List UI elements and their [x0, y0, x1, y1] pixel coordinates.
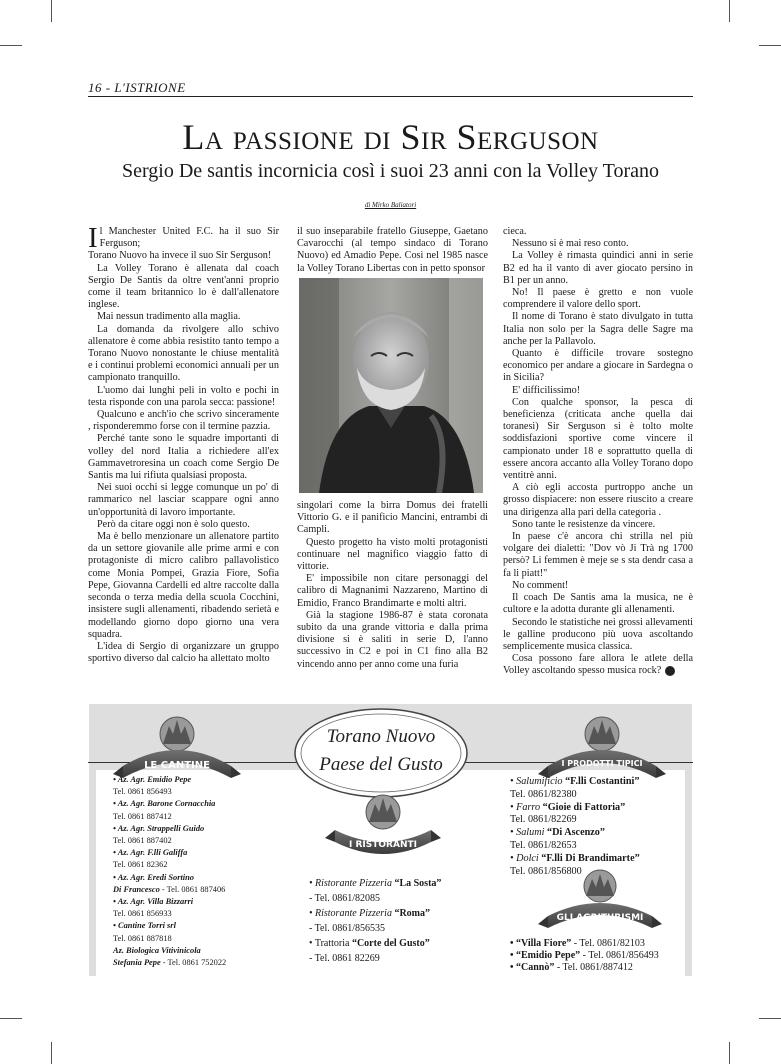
paragraph: E' difficilissimo!: [512, 384, 581, 396]
page-header: [88, 80, 693, 97]
portrait-photo: [299, 278, 483, 493]
list-item: Tel. 0861/856800: [510, 865, 582, 877]
list-item: Tel. 0861 856493: [113, 787, 172, 797]
paragraph: Mai nessun tradimento alla maglia.: [97, 311, 241, 323]
column-3: [503, 226, 693, 678]
paragraph: In paese c'è ancora chi strilla nel più volgare dei dialetti: "Dov vò Ji Trà ng 1700 persò? Li femmen è meje se s sta dendr casa a fa li piatt!": [503, 531, 693, 579]
column-2-top: [297, 226, 488, 275]
paragraph: Qualcuno e anch'io che scrivo sinceramente , risponderemmo forse con il termine pazzia.: [88, 409, 279, 433]
agriturismi-ribbon-label: GLI AGRITURISMI: [556, 913, 644, 923]
prodotti-ribbon-label: I PRODOTTI TIPICI: [561, 759, 643, 768]
ristoranti-list: [309, 876, 441, 966]
prodotti-list: [510, 776, 640, 878]
agriturismi-emblem: [538, 870, 662, 928]
list-item: • Salumificio “F.lli Costantini”: [510, 776, 640, 787]
list-item: • Az. Agr. Strappelli Guido: [113, 823, 205, 833]
list-item: - Tel. 0861/82085: [309, 893, 381, 904]
list-item: Tel. 0861 887412: [113, 811, 172, 821]
cantine-ribbon-label: LE CANTINE: [144, 760, 210, 771]
list-item: - Tel. 0861/856535: [309, 923, 386, 934]
list-item: • Az. Agr. F.lli Galiffa: [113, 848, 188, 858]
list-item: • “Cannò” - Tel. 0861/887412: [510, 962, 633, 973]
paragraph: singolari come la birra Domus dei fratelli Vittorio G. e il panificio Mancini, entrambi di Campli.: [297, 500, 488, 536]
paragraph: L'idea di Sergio di organizzare un gruppo sportivo diverso dal calcio ha allettato molto: [88, 640, 279, 665]
crop-mark: [51, 0, 52, 22]
list-item: Tel. 0861/82380: [510, 788, 577, 800]
paragraph: Questo progetto ha visto molti protagonisti continuare nel magnifico viaggio fatto di vittorie.: [297, 536, 488, 573]
list-item: • Az. Agr. Eredi Sortino: [113, 872, 194, 882]
ristoranti-emblem: [325, 795, 441, 854]
list-item: • Cantine Torri srl: [113, 921, 176, 931]
headline-oval: [295, 709, 467, 797]
list-item: Stefania Pepe - Tel. 0861 752022: [113, 958, 227, 968]
paragraph: Ma è bello menzionare un allenatore partito da un settore giovanile alle prime armi e con protagoniste di micro calibro pallavolistico come Monia Pompei, Grazia Fiore, Sofia Pepe, Giovanna Cardelli ed altre raccolte dalla seconda o terza media della scuola Cocchini, insistere sugli allenamenti, ribadendo serietà e modellando giorno dopo giorno una vera squadra.: [88, 531, 279, 640]
cantine-emblem: [113, 717, 241, 778]
paragraph: Il coach De Santis ama la musica, ne è cultore e la adotta durante gli allenamenti.: [503, 592, 693, 616]
list-item: • Salumi “Di Ascenzo”: [510, 827, 605, 839]
paragraph: Cosa possono fare allora le atlete della Volley ascoltando spesso musica rock? ✦: [503, 653, 693, 677]
list-item: • Az. Agr. Emidio Pepe: [113, 775, 192, 784]
paragraph: Secondo le statistiche nei grossi allevamenti le galline producono più uova ascoltando semplicemente musica classica.: [503, 616, 693, 652]
prodotti-emblem: [538, 717, 666, 778]
crop-mark: [729, 0, 730, 22]
list-item: • “Villa Fiore” - Tel. 0861/82103: [510, 938, 645, 949]
paragraph: Il nome di Torano è stato divulgato in tutta Italia non solo per la Sagra delle Sagre ma anche per la Pallavolo.: [503, 311, 693, 347]
list-item: Tel. 0861 856933: [113, 909, 172, 919]
paragraph: La domanda da rivolgere allo schivo allenatore è come abbia resistito tanto tempo a Torano Nuovo nonostante le chiuse mentalità e i continui problemi economici annuali per un campionato tranquillo.: [88, 323, 279, 384]
crop-mark: [729, 1042, 730, 1064]
list-item: Tel. 0861 887818: [113, 933, 172, 943]
page-label: 16 - L'ISTRIONE: [88, 80, 186, 95]
list-item: • Ristorante Pizzeria “La Sosta”: [309, 878, 442, 889]
paragraph: Sono tante le resistenze da vincere.: [512, 518, 656, 530]
portrait-image: [299, 278, 483, 493]
headline-line-1: Torano Nuovo: [326, 726, 436, 747]
crop-mark: [759, 1018, 781, 1019]
crop-mark: [51, 1042, 52, 1064]
list-item: • Trattoria “Corte del Gusto”: [309, 938, 430, 949]
paragraph: cieca.: [503, 226, 527, 237]
paragraph: La Volley è rimasta quindici anni in serie B2 ed ha il vanto di aver giocato persino in B1 per un anno.: [503, 250, 693, 286]
list-item: • “Emidio Pepe” - Tel. 0861/856493: [510, 950, 659, 961]
paragraph: A ciò egli accosta purtroppo anche un grosso dispiacere: non essere riuscito a creare una dirigenza alla pari della categoria .: [503, 482, 693, 518]
list-item: Tel. 0861 887402: [113, 836, 172, 846]
drop-cap: I: [88, 222, 98, 254]
article-byline: di Mirko Baliatori: [364, 201, 417, 209]
list-item: • Az. Agr. Villa Bizzarri: [113, 897, 194, 907]
paragraph: Il Manchester United F.C. ha il suo Sir Ferguson;: [88, 222, 279, 254]
article-title: La passione di Sir Serguson: [182, 117, 599, 157]
paragraph: Quanto è difficile trovare sostegno economico per andare a giocare in Sardegna o in Sicilia?: [503, 348, 693, 384]
column-2-bottom: [297, 500, 488, 671]
paragraph: No comment!: [512, 579, 569, 591]
crop-mark: [759, 45, 781, 46]
paragraph: Perché tante sono le squadre importanti di volley del nord Italia a richiedere all'ex Gammavetroresina un coach come Sergio De Santis ma lui rifiuta qualsiasi proposta.: [88, 433, 279, 482]
crop-mark: [0, 1018, 22, 1019]
list-item: - Tel. 0861 82269: [309, 953, 380, 964]
end-mark-icon: ✦: [665, 666, 675, 676]
paragraph: il suo inseparabile fratello Giuseppe, Gaetano Cavarocchi (al tempo sindaco di Torano Nuovo) ed Amadio Pepe. Così nel 1985 nasce la Volley Torano Libertas con in petto sponsor: [297, 226, 488, 274]
list-item: Az. Biologica Vitivinicola: [113, 945, 201, 955]
column-1: [88, 222, 279, 665]
paragraph: Già la stagione 1986-87 è stata coronata subito da una grande vittoria e dalla prima divisione si è saliti in serie D, l'anno successivo in C2 e poi in C1 fino alla B2 vincendo anno per anno come una furia: [297, 609, 488, 670]
list-item: • Az. Agr. Barone Cornacchia: [113, 799, 216, 809]
list-item: • Farro “Gioie di Fattoria”: [510, 801, 626, 813]
list-item: • Dolci “F.lli Di Brandimarte”: [510, 852, 640, 864]
agriturismi-list: [510, 938, 659, 974]
list-item: • Ristorante Pizzeria “Roma”: [309, 908, 431, 919]
paragraph: Con qualche sponsor, la pesca di beneficienza (criticata anche quella dai toranesi) Sir Serguson si è tolto molte soddisfazioni sportive come vincere il campionato under 18 e soprattutto quella di essere ancora accanto alla Volley Torano dopo ventitrè anni.: [503, 396, 693, 482]
paragraph: Però da citare oggi non è solo questo.: [97, 518, 250, 530]
crop-mark: [0, 45, 22, 46]
paragraph: Nei suoi occhi si legge comunque un po' di rammarico nel lasciar scappare ogni anno un'opportunità di lavoro importante.: [88, 482, 279, 518]
paragraph: No! Il paese è gretto e non vuole comprendere il valore dello sport.: [503, 287, 693, 311]
paragraph: L'uomo dai lunghi peli in volto e pochi in testa risponde con una parola secca: passione!: [88, 384, 279, 408]
paragraph: E' impossibile non citare personaggi del calibro di Magnanimi Nazzareno, Martino di Emidio, Franco Brandimarte e molti altri.: [297, 573, 488, 609]
list-item: Tel. 0861 82362: [113, 860, 168, 870]
paragraph: La Volley Torano è allenata dal coach Sergio De Santis da oltre vent'anni proprio come il team britannico lo è dall'allenatore inglese.: [88, 262, 279, 311]
list-item: Di Francesco - Tel. 0861 887406: [113, 884, 226, 894]
paragraph: Nessuno si è mai reso conto.: [512, 238, 629, 250]
ristoranti-ribbon-label: I RISTORANTI: [349, 840, 417, 850]
cantine-list: [113, 774, 226, 969]
list-item: Tel. 0861/82653: [510, 839, 577, 851]
headline-line-2: Paese del Gusto: [319, 754, 443, 775]
paragraph: Torano Nuovo ha invece il suo Sir Serguson!: [88, 250, 272, 262]
list-item: Tel. 0861/82269: [510, 814, 577, 826]
article-subtitle: Sergio De santis incornicia così i suoi 23 anni con la Volley Torano: [121, 160, 660, 182]
